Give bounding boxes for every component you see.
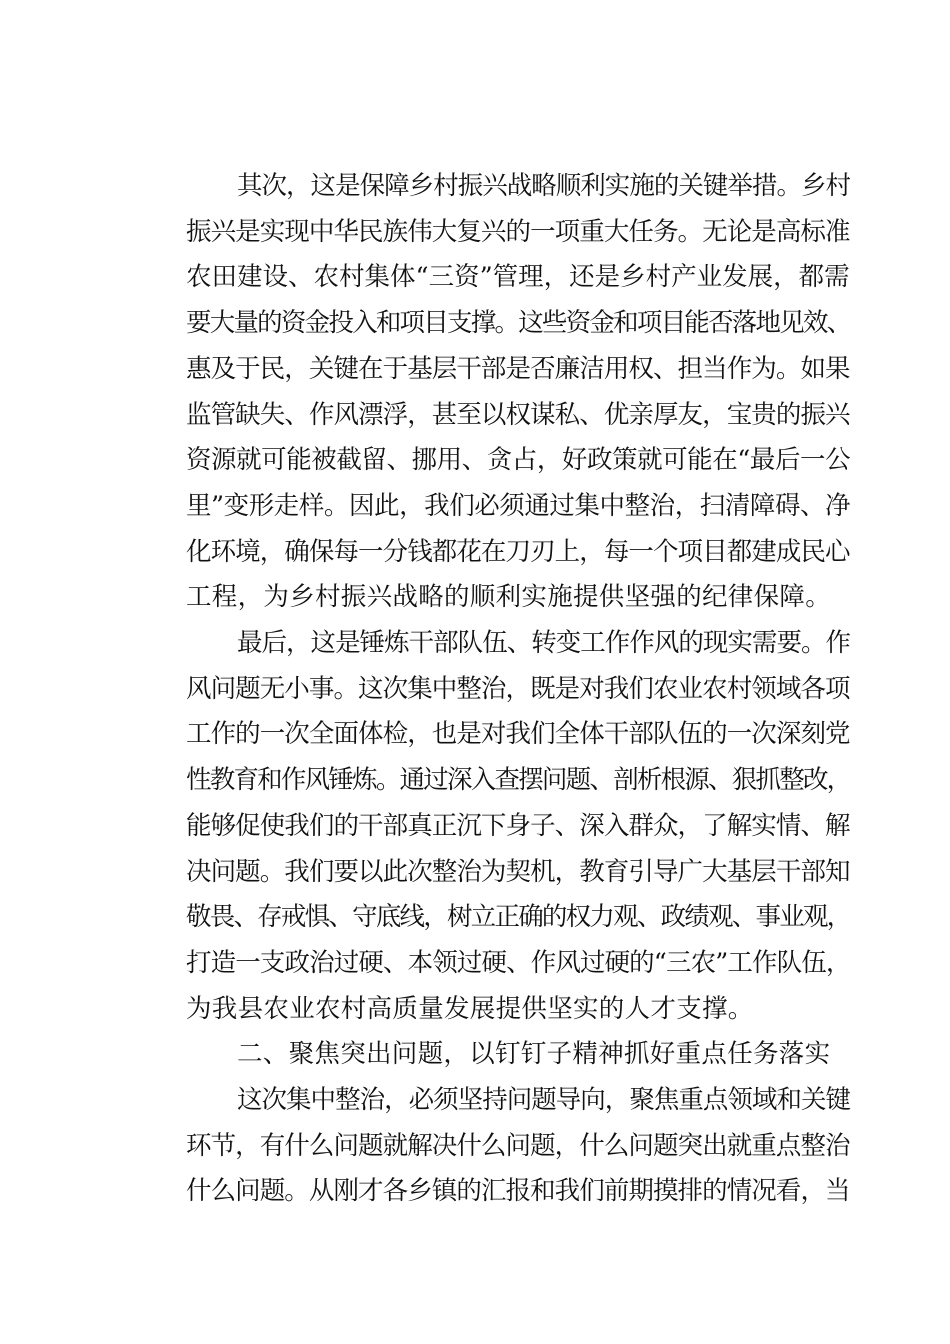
- text-line: 农田建设、农村集体“三资”管理，还是乡村产业发展，都需: [186, 262, 850, 293]
- text-line: 敬畏、存戒惧、守底线，树立正确的权力观、政绩观、事业观，: [186, 902, 851, 933]
- text-line: 最后，这是锤炼干部队伍、转变工作作风的现实需要。作: [237, 628, 851, 659]
- text-line: 什么问题。从刚才各乡镇的汇报和我们前期摸排的情况看，当: [186, 1176, 850, 1207]
- text-line: 要大量的资金投入和项目支撑。这些资金和项目能否落地见效、: [186, 308, 851, 339]
- text-line: 惠及于民，关键在于基层干部是否廉洁用权、担当作为。如果: [186, 353, 850, 384]
- text-line: 风问题无小事。这次集中整治，既是对我们农业农村领域各项: [186, 673, 850, 704]
- section-heading-text: 二、聚焦突出问题，以钉钉子精神抓好重点任务落实: [237, 1039, 831, 1070]
- text-line: 能够促使我们的干部真正沉下身子、深入群众，了解实情、解: [186, 810, 850, 841]
- text-line: 化环境，确保每一分钱都花在刀刃上，每一个项目都建成民心: [186, 536, 850, 567]
- text-line: 监管缺失、作风漂浮，甚至以权谋私、优亲厚友，宝贵的振兴: [186, 399, 850, 430]
- text-line: 工程，为乡村振兴战略的顺利实施提供坚强的纪律保障。: [186, 582, 832, 613]
- text-line: 振兴是实现中华民族伟大复兴的一项重大任务。无论是高标准: [186, 216, 850, 247]
- text-line: 工作的一次全面体检，也是对我们全体干部队伍的一次深刻党: [186, 719, 850, 750]
- text-line: 为我县农业农村高质量发展提供坚实的人才支撑。: [186, 993, 754, 1024]
- text-line: 性教育和作风锤炼。通过深入查摆问题、剖析根源、狠抓整改，: [186, 765, 851, 796]
- text-line: 里”变形走样。因此，我们必须通过集中整治，扫清障碍、净: [186, 490, 851, 521]
- text-line: 打造一支政治过硬、本领过硬、作风过硬的“三农”工作队伍，: [186, 947, 851, 978]
- paragraph-second-reason: [135, 164, 850, 621]
- paragraph-final-reason: [135, 621, 850, 1032]
- text-line: 其次，这是保障乡村振兴战略顺利实施的关键举措。乡村: [237, 171, 851, 201]
- text-line: 这次集中整治，必须坚持问题导向，聚焦重点领域和关键: [237, 1085, 851, 1116]
- text-line: 环节，有什么问题就解决什么问题，什么问题突出就重点整治: [186, 1130, 850, 1161]
- paragraph-section-intro: [135, 1078, 850, 1215]
- section-heading: [135, 1032, 850, 1078]
- text-line: 资源就可能被截留、挪用、贪占，好政策就可能在“最后一公: [186, 445, 851, 476]
- document-body: [135, 164, 850, 1215]
- text-line: 决问题。我们要以此次整治为契机，教育引导广大基层干部知: [186, 856, 850, 887]
